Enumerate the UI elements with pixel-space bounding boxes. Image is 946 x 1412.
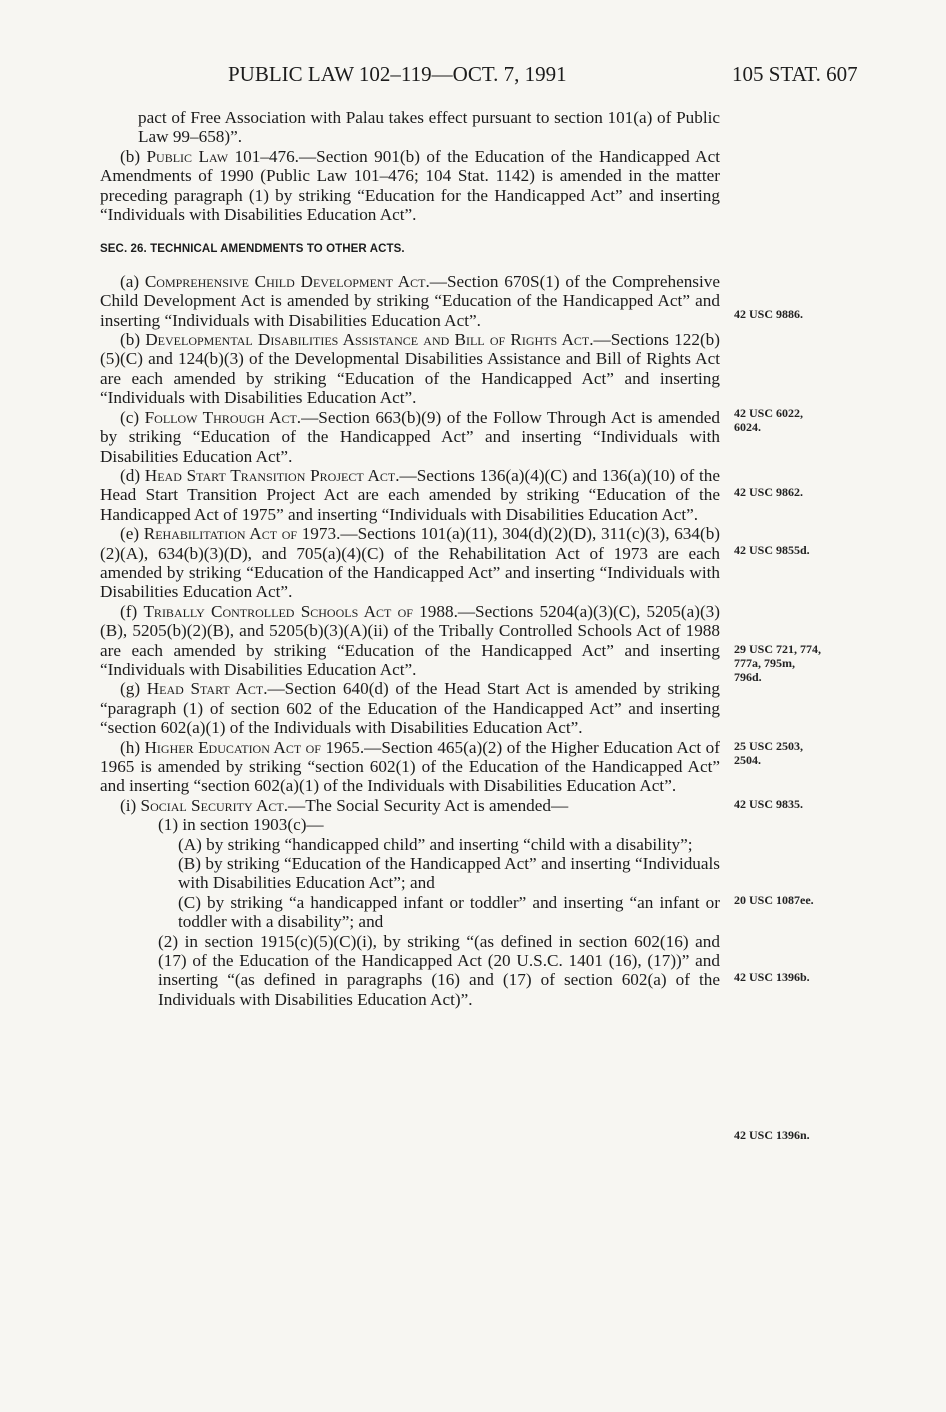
- paragraph-heading: Higher Education Act of 1965: [144, 737, 360, 757]
- margin-note: 42 USC 1396b.: [734, 970, 810, 984]
- paragraph-h: [100, 738, 720, 796]
- paragraph-lead: (h): [120, 737, 145, 757]
- paragraph-f: [100, 602, 720, 680]
- paragraph-lead: (c): [120, 407, 145, 427]
- paragraph-lead: (b): [120, 146, 147, 166]
- paragraph-b-public-law: [100, 147, 720, 225]
- clause-2: [100, 932, 720, 1010]
- paragraph-d: [100, 466, 720, 524]
- paragraph-heading: Public Law: [146, 146, 229, 166]
- paragraph-heading: Tribally Controlled Schools Act of 1988: [143, 601, 454, 621]
- document-body: [100, 108, 720, 1009]
- margin-note: 29 USC 721, 774, 777a, 795m, 796d.: [734, 642, 822, 684]
- paragraph-lead: (e): [120, 524, 144, 544]
- clause-text: (B) by striking “Education of the Handicapped Act” and inserting “Individuals with Disabilities Education Act”; and: [178, 854, 720, 893]
- clause-text: (C) by striking “a handicapped infant or toddler” and inserting “an infant or toddler with a disability”; and: [178, 892, 720, 932]
- paragraph-heading: Head Start Act: [146, 679, 264, 699]
- stat-page-number: 105 STAT. 607: [732, 62, 858, 86]
- running-title: PUBLIC LAW 102–119—OCT. 7, 1991: [228, 62, 567, 86]
- paragraph-continuation: [100, 108, 720, 147]
- margin-note: 42 USC 9835.: [734, 797, 804, 811]
- section-heading: SEC. 26. TECHNICAL AMENDMENTS TO OTHER ACTS.: [100, 243, 405, 256]
- margin-note: 25 USC 2503, 2504.: [734, 739, 804, 767]
- paragraph-g: [100, 679, 720, 737]
- paragraph-text: .—The Social Security Act is amended—: [283, 795, 569, 815]
- paragraph-e: [100, 524, 720, 602]
- paragraph-heading: Social Security Act: [140, 795, 284, 815]
- subclause-a: [100, 835, 720, 854]
- margin-note: 20 USC 1087ee.: [734, 893, 814, 907]
- paragraph-text: .—Sections 122(b)(5)(C) and 124(b)(3) of the Developmental Disabilities Assistance and Bill of Rights Act are each amended by striking “Education of the Handicapped Act” and inserting “Individuals with Disabilities Education Act”.: [100, 330, 720, 408]
- paragraph-text: pact of Free Association with Palau takes effect pursuant to section 101(a) of Public Law 99–658)”.: [138, 108, 720, 147]
- paragraph-heading: Rehabilitation Act of 1973: [143, 524, 337, 544]
- paragraph-c: [100, 408, 720, 466]
- paragraph-text: .—Sections 136(a)(4)(C) and 136(a)(10) of the Head Start Transition Project Act are each amended by striking “Education of the Handicapped Act of 1975” and inserting “Individuals with Disabilities Education Act”.: [100, 465, 721, 524]
- paragraph-text: 101–476.—Section 901(b) of the Education of the Handicapped Act Amendments of 1990 (Public Law 101–476; 104 Stat. 1142) is amended in the matter preceding paragraph (1) by striking “Education for the Handicapped Act” and inserting “Individuals with Disabilities Education Act”.: [100, 146, 720, 225]
- paragraph-lead: (i): [120, 795, 141, 815]
- page-header: [0, 62, 946, 92]
- paragraph-lead: (d): [120, 465, 145, 485]
- paragraph-text: .—Section 465(a)(2) of the Higher Education Act of 1965 is amended by striking “section 602(1) of the Education of the Handicapped Act” and inserting “section 602(a)(1) of the Individuals with Disabilities Education Act”.: [100, 737, 720, 796]
- paragraph-lead: (f): [120, 601, 144, 621]
- paragraph-heading: Comprehensive Child Development Act: [144, 271, 426, 291]
- paragraph-text: .—Section 640(d) of the Head Start Act is amended by striking “paragraph (1) of section 602 of the Education of the Handicapped Act” and inserting “section 602(a)(1) of the Individuals with Disabilities Education Act”.: [100, 679, 720, 738]
- paragraph-lead: (a): [120, 271, 145, 291]
- paragraph-i: [100, 796, 720, 815]
- margin-note: 42 USC 9862.: [734, 485, 804, 499]
- paragraph-text: .—Sections 5204(a)(3)(C), 5205(a)(3)(B), 5205(b)(2)(B), and 5205(b)(3)(A)(ii) of the Tribally Controlled Schools Act of 1988 are each amended by striking “Education of the Handicapped Act” and inserting “Individuals with Disabilities Education Act”.: [100, 601, 721, 679]
- paragraph-heading: Developmental Disabilities Assistance and Bill of Rights Act: [145, 330, 590, 350]
- paragraph-a: [100, 272, 720, 330]
- margin-note: 42 USC 9855d.: [734, 543, 810, 557]
- paragraph-heading: Head Start Transition Project Act: [144, 465, 396, 485]
- paragraph-text: .—Sections 101(a)(11), 304(d)(2)(D), 311(c)(3), 634(b)(2)(A), 634(b)(3)(D), and 705(a)(4)(C) of the Rehabilitation Act of 1973 are each amended by striking “Education of the Handicapped Act” and inserting “Individuals with Disabilities Education Act”.: [100, 524, 721, 602]
- paragraph-text: .—Section 670S(1) of the Comprehensive Child Development Act is amended by striking “Education of the Handicapped Act” and inserting “Individuals with Disabilities Education Act”.: [100, 271, 720, 330]
- subclause-b: [100, 854, 720, 893]
- paragraph-lead: (g): [120, 679, 147, 699]
- paragraph-heading: Follow Through Act: [144, 407, 297, 427]
- paragraph-b: [100, 330, 720, 408]
- clause-text: (1) in section 1903(c)—: [158, 815, 324, 835]
- paragraph-lead: (b): [120, 330, 146, 350]
- clause-text: (2) in section 1915(c)(5)(C)(i), by striking “(as defined in section 602(16) and (17) of the Education of the Handicapped Act (20 U.S.C. 1401 (16), (17))” and inserting “(as defined in paragraphs (16) and (17) of section 602(a) of the Individuals with Disabilities Education Act)”.: [158, 931, 720, 1009]
- margin-note: 42 USC 9886.: [734, 307, 804, 321]
- margin-note: 42 USC 6022, 6024.: [734, 406, 804, 434]
- paragraph-text: .—Section 663(b)(9) of the Follow Through Act is amended by striking “Education of the Handicapped Act” and inserting “Individuals with Disabilities Education Act”.: [100, 407, 720, 466]
- subclause-c: [100, 893, 720, 932]
- margin-note: 42 USC 1396n.: [734, 1128, 810, 1142]
- clause-text: (A) by striking “handicapped child” and inserting “child with a disability”;: [178, 834, 693, 854]
- clause-1: [100, 815, 720, 834]
